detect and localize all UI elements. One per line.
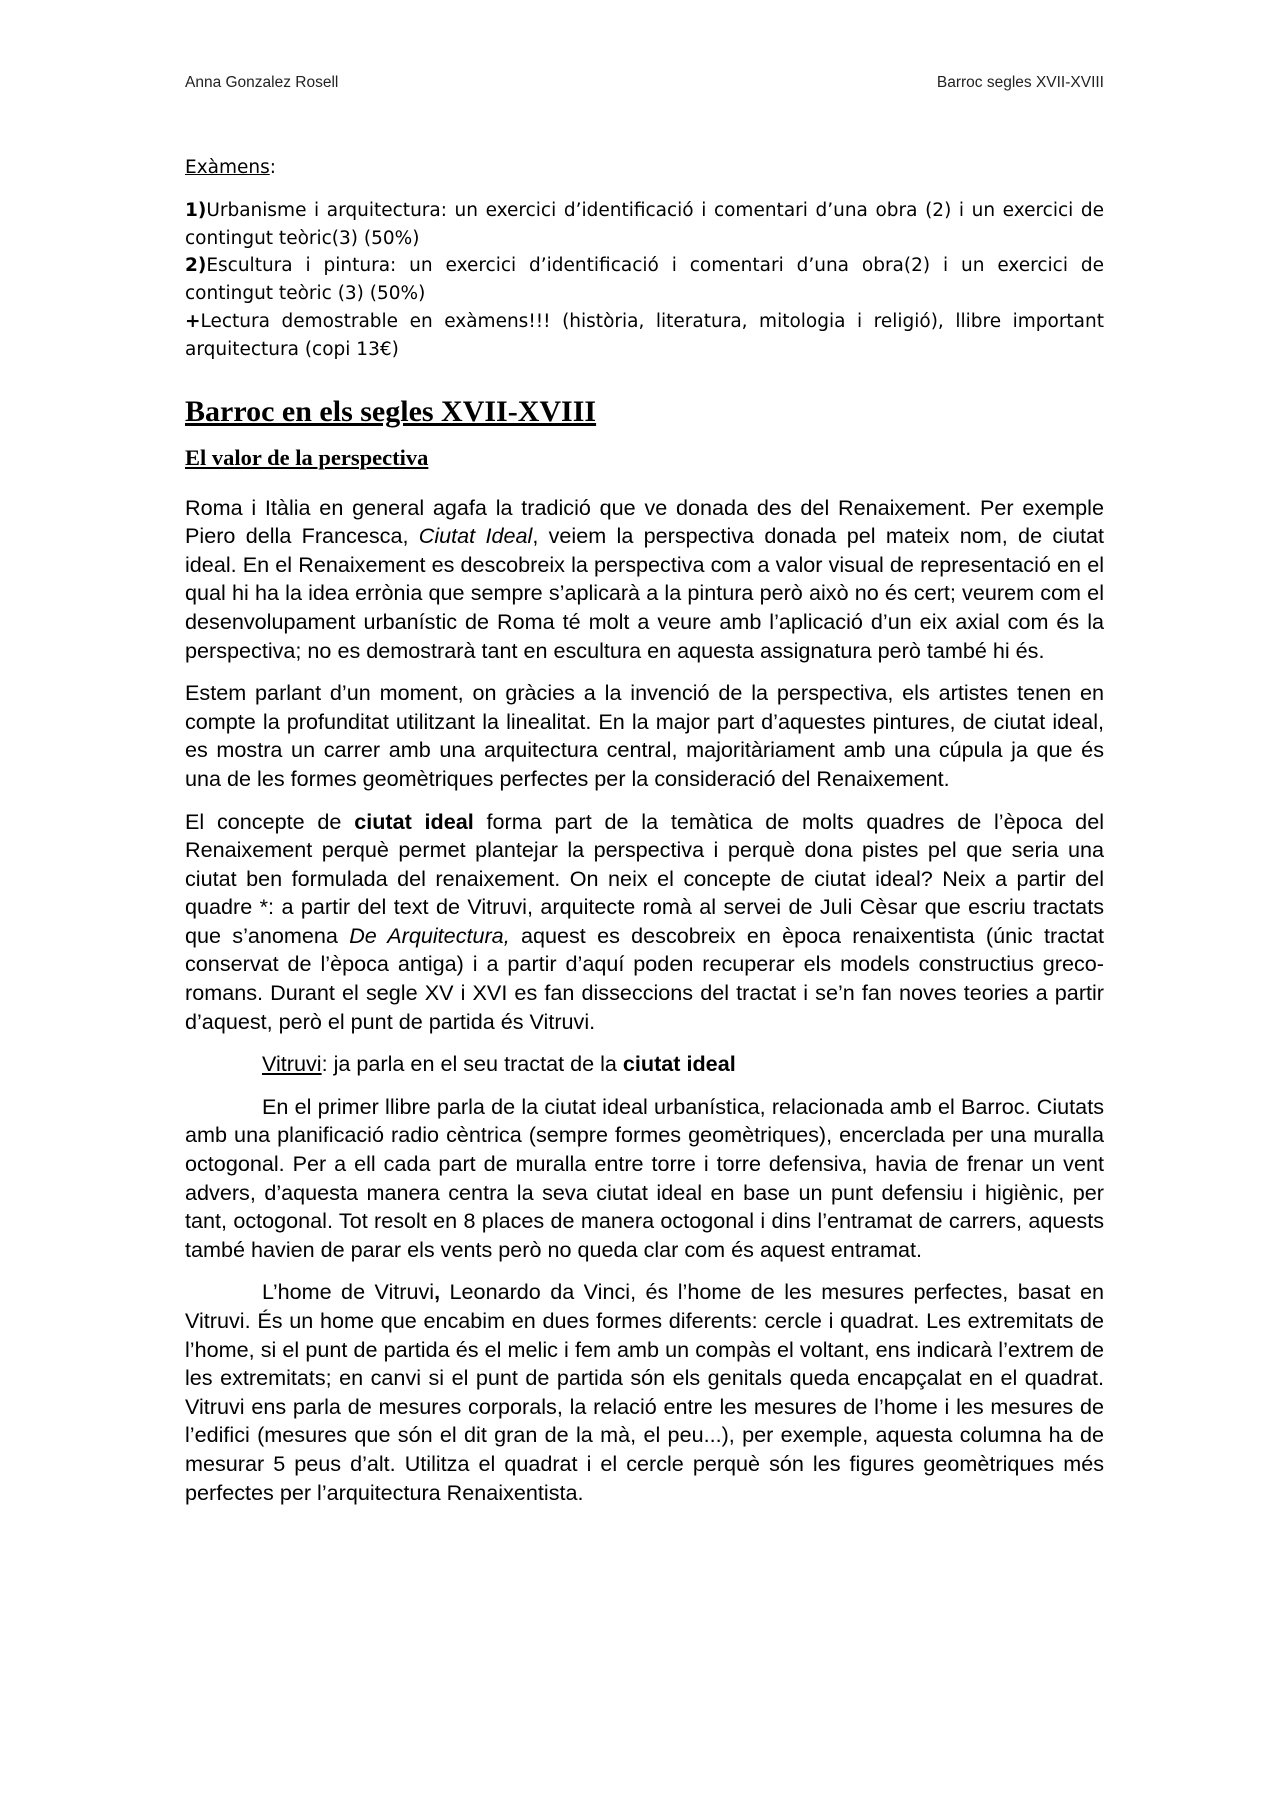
exam-item-3-text: Lectura demostrable en exàmens!!! (història, literatura, mitologia i religió), llibre important arquitectura (copi 13€)	[185, 310, 1104, 360]
exam-item-2	[185, 252, 1104, 308]
exams-title-text: Exàmens	[185, 157, 270, 178]
exam-item-1-text: Urbanisme i arquitectura: un exercici d’identificació i comentari d’una obra (2) i un exercici de contingut teòric(3) (50%)	[185, 199, 1104, 249]
exams-title: Exàmens:	[185, 157, 276, 178]
paragraph-3-italic: De Arquitectura,	[349, 922, 510, 948]
header-author: Anna Gonzalez Rosell	[185, 74, 339, 91]
exam-item-2-text: Escultura i pintura: un exercici d’identificació i comentari d’una obra(2) i un exercici de contingut teòric (3) (50%)	[185, 255, 1104, 305]
paragraph-6-part-c: Leonardo da Vinci, és l’home de les mesures perfectes, basat en Vitruvi. És un home que encabim en dues formes diferents: cercle i quadrat. Les extremitats de l’home, si el punt de partida és el melic i fem amb un compàs el voltant, ens indicarà l’extrem de les extremitats; en canvi si el punt de partida són els genitals queda encapçalat en el quadrat. Vitruvi ens parla de mesures corporals, la relació entre les mesures de l’home i les mesures de l’edifici (mesures que són el dit gran de la mà, el peu...), per exemple, aquesta columna ha de mesurar 5 peus d’alt. Utilitza el quadrat i el cercle perquè són les figures geomètriques més perfectes per l’arquitectura Renaixentista.	[185, 1279, 1104, 1505]
exam-item-1-number: 1)	[185, 199, 207, 221]
paragraph-1	[185, 494, 1104, 666]
paragraph-1-italic: Ciutat Ideal	[418, 523, 533, 549]
exam-item-2-number: 2)	[185, 255, 207, 277]
document-body	[185, 154, 1104, 1507]
exams-section	[185, 154, 1104, 364]
paragraph-1-part-c: , veiem la perspectiva donada pel mateix nom, de ciutat ideal. En el Renaixement es descobreix la perspectiva com a valor visual de representació en el qual hi ha la idea errònia que sempre s’aplicarà a la pintura però això no és cert; veurem com el desenvolupament urbanístic de Roma té molt a veure amb l’aplicació d’un eix axial com és la perspectiva; no es demostrarà tant en escultura en aquesta assignatura però també hi és.	[185, 523, 1104, 663]
exam-item-1	[185, 197, 1104, 253]
paragraph-4-part-b: : ja parla en el seu tractat de la	[321, 1051, 623, 1077]
paragraph-3	[185, 808, 1104, 1037]
exam-item-3-number: +	[185, 310, 201, 332]
paragraph-1-part-a: Roma i Itàlia en general agafa la tradició que ve donada des del Renaixement. Per exemple Piero della Francesca,	[185, 494, 1104, 549]
paragraph-3-part-c: forma part de la temàtica de molts quadres de l’època del Renaixement perquè permet plantejar la perspectiva i perquè dona pistes pel que seria una ciutat ben formulada del renaixement. On neix el concepte de ciutat ideal? Neix a partir del quadre *: a partir del text de Vitruvi, arquitecte romà al servei de Juli Cèsar que escriu tractats que s’anomena	[185, 808, 1105, 948]
body-text	[185, 494, 1104, 1508]
paragraph-4	[185, 1050, 1104, 1079]
paragraph-6-bold-comma: ,	[434, 1279, 441, 1305]
paragraph-2: Estem parlant d’un moment, on gràcies a la invenció de la perspectiva, els artistes tenen en compte la profunditat utilitzant la linealitat. En la major part d’aquestes pintures, de ciutat ideal, es mostra un carrer amb una arquitectura central, majoritàriament amb una cúpula ja que és una de les formes geomètriques perfectes per la consideració del Renaixement.	[185, 680, 1104, 791]
section-heading: El valor de la perspectiva	[185, 444, 429, 470]
paragraph-3-bold: ciutat ideal	[354, 808, 474, 834]
paragraph-3-part-a: El concepte de	[185, 808, 355, 834]
paragraph-5: En el primer llibre parla de la ciutat ideal urbanística, relacionada amb el Barroc. Ciutats amb una planificació radio cèntrica (sempre formes geomètriques), encerclada per una muralla octogonal. Per a ell cada part de muralla entre torre i torre defensiva, havia de frenar un vent advers, d’aquesta manera centra la seva ciutat ideal en base un punt defensiu i higiènic, per tant, octogonal. Tot resolt en 8 places de manera octogonal i dins l’entramat de carrers, aquests també havien de parar els vents però no queda clar com és aquest entramat.	[185, 1093, 1104, 1262]
exam-item-3	[185, 308, 1104, 364]
paragraph-6-part-a: L’home de Vitruvi	[262, 1279, 435, 1305]
paragraph-4-underlined: Vitruvi	[262, 1051, 322, 1077]
main-heading: Barroc en els segles XVII-XVIII	[185, 394, 597, 428]
header-course: Barroc segles XVII-XVIII	[936, 74, 1104, 91]
paragraph-4-bold: ciutat ideal	[622, 1051, 736, 1077]
paragraph-6	[185, 1278, 1104, 1507]
paragraph-3-part-e: aquest es descobreix en època renaixentista (únic tractat conservat de l’època antiga) i a partir d’aquí poden recuperar els models constructius greco-romans. Durant el segle XV i XVI es fan disseccions del tractat i se’n fan noves teories a partir d’aquest, però el punt de partida és Vitruvi.	[185, 922, 1104, 1034]
